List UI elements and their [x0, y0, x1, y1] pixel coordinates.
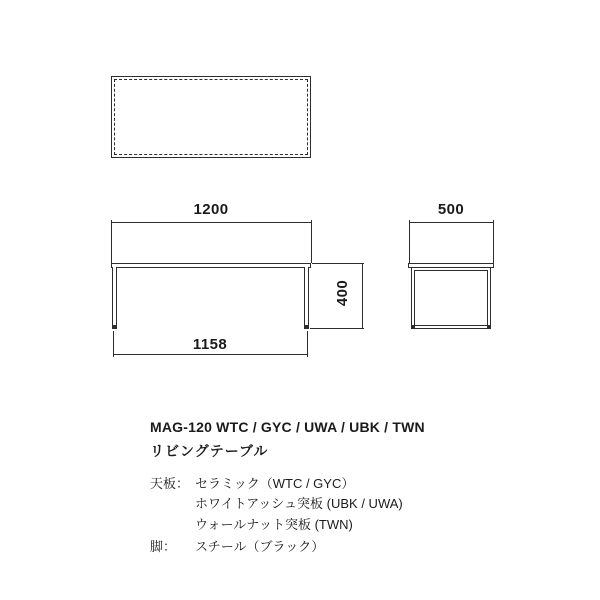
- side-depth-extension-line-left: [409, 220, 410, 263]
- side-depth-dimension-label: 500: [437, 201, 465, 218]
- front-height-dimension-line: [362, 263, 363, 329]
- front-height-dimension-label: 400: [334, 279, 351, 307]
- front-width-extension-line-left: [111, 220, 112, 263]
- spec-row-top-material-3: [150, 517, 353, 532]
- side-view-left-foot: [411, 325, 415, 329]
- spec-value-ceramic: セラミック（WTC / GYC）: [195, 476, 355, 491]
- front-view-left-leg: [112, 267, 117, 329]
- side-view-right-foot: [487, 325, 491, 329]
- top-view-outline: [111, 76, 311, 158]
- spec-row-leg-material: [150, 539, 324, 554]
- front-height-extension-line-top: [312, 263, 364, 264]
- spec-value-white-ash: ホワイトアッシュ突板 (UBK / UWA): [195, 496, 403, 511]
- front-view-left-foot: [112, 325, 117, 329]
- spec-label-empty-1: [150, 496, 195, 511]
- spec-label-ashi: 脚：: [150, 539, 177, 554]
- product-code: MAG-120 WTC / GYC / UWA / UBK / TWN: [150, 419, 425, 435]
- spec-label-empty-2: [150, 517, 195, 532]
- front-view-tabletop: [111, 263, 311, 268]
- side-view-leg-frame-inner-line: [414, 270, 488, 326]
- front-width-dimension-line: [111, 222, 312, 223]
- spec-value-walnut: ウォールナット突板 (TWN): [195, 517, 353, 532]
- front-inner-width-dimension-label: 1158: [192, 336, 228, 353]
- front-view-right-leg: [304, 267, 309, 329]
- front-height-extension-line-bottom: [310, 328, 364, 329]
- side-depth-extension-line-right: [493, 220, 494, 263]
- spec-label-tenban: 天板：: [150, 476, 190, 491]
- side-depth-dimension-line: [409, 222, 494, 223]
- front-width-dimension-label: 1200: [193, 201, 229, 218]
- front-width-extension-line-right: [311, 220, 312, 263]
- front-view-right-foot: [304, 325, 309, 329]
- spec-value-steel-black: スチール（ブラック）: [195, 539, 325, 554]
- spec-row-top-material-1: [150, 476, 354, 491]
- spec-row-top-material-2: [150, 496, 403, 511]
- side-view-leg-frame: [411, 267, 491, 329]
- product-name: リビングテーブル: [150, 443, 269, 459]
- front-inner-width-dimension-line: [113, 354, 308, 355]
- top-view-dashed-edge-line: [114, 79, 308, 155]
